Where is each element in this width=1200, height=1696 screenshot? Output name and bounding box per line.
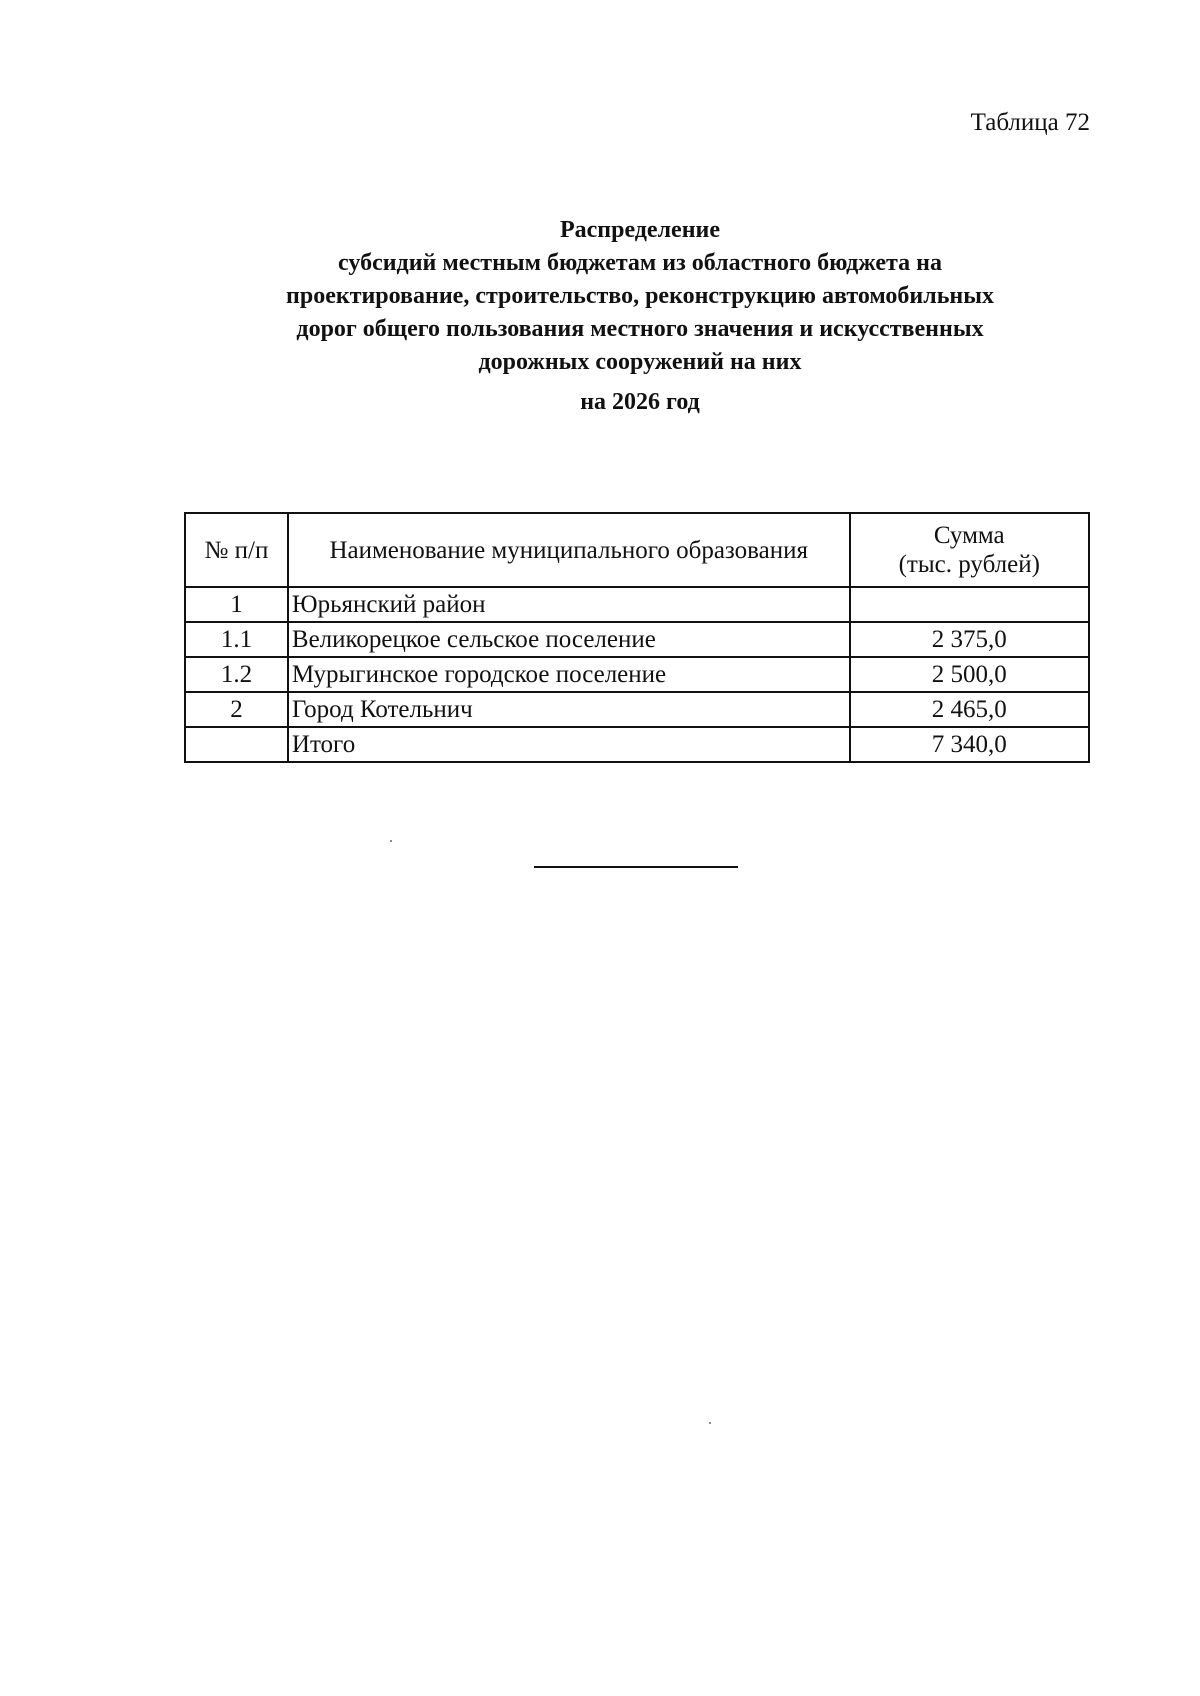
row-number: 1.1 [185, 622, 288, 657]
scan-speck [709, 1422, 711, 1424]
header-sum-title: Сумма [933, 522, 1005, 549]
table-number-label: Таблица 72 [970, 109, 1090, 136]
title-line: субсидий местным бюджетам из областного бюджета на [338, 250, 942, 276]
document-title [160, 214, 1120, 419]
header-municipality: Наименование муниципального образования [288, 513, 850, 587]
row-sum: 2 500,0 [850, 657, 1089, 692]
table-row [185, 692, 1089, 727]
table-row [185, 587, 1089, 622]
row-sum: 2 375,0 [850, 622, 1089, 657]
title-line: проектирование, строительство, реконструкцию автомобильных [286, 283, 994, 309]
row-number: 2 [185, 692, 288, 727]
table-total-row [185, 727, 1089, 762]
end-of-document-rule [534, 866, 738, 868]
row-number: 1.2 [185, 657, 288, 692]
header-sum [850, 513, 1089, 587]
row-municipality: Город Котельнич [288, 692, 850, 727]
row-sum [850, 587, 1089, 622]
title-line: Распределение [559, 217, 721, 243]
title-line: дорог общего пользования местного значения и искусственных [296, 316, 984, 342]
row-number: 1 [185, 587, 288, 622]
scan-speck [390, 840, 392, 842]
table-row [185, 622, 1089, 657]
total-label: Итого [288, 727, 850, 762]
subsidy-table [184, 512, 1090, 763]
table-row [185, 657, 1089, 692]
total-sum: 7 340,0 [850, 727, 1089, 762]
header-sum-unit: (тыс. рублей) [898, 551, 1040, 578]
table-header-row [185, 513, 1089, 587]
header-number: № п/п [185, 513, 288, 587]
title-line: дорожных сооружений на них [478, 349, 802, 375]
row-sum: 2 465,0 [850, 692, 1089, 727]
title-year: на 2026 год [580, 389, 700, 415]
row-municipality: Великорецкое сельское поселение [288, 622, 850, 657]
row-number [185, 727, 288, 762]
row-municipality: Юрьянский район [288, 587, 850, 622]
row-municipality: Мурыгинское городское поселение [288, 657, 850, 692]
